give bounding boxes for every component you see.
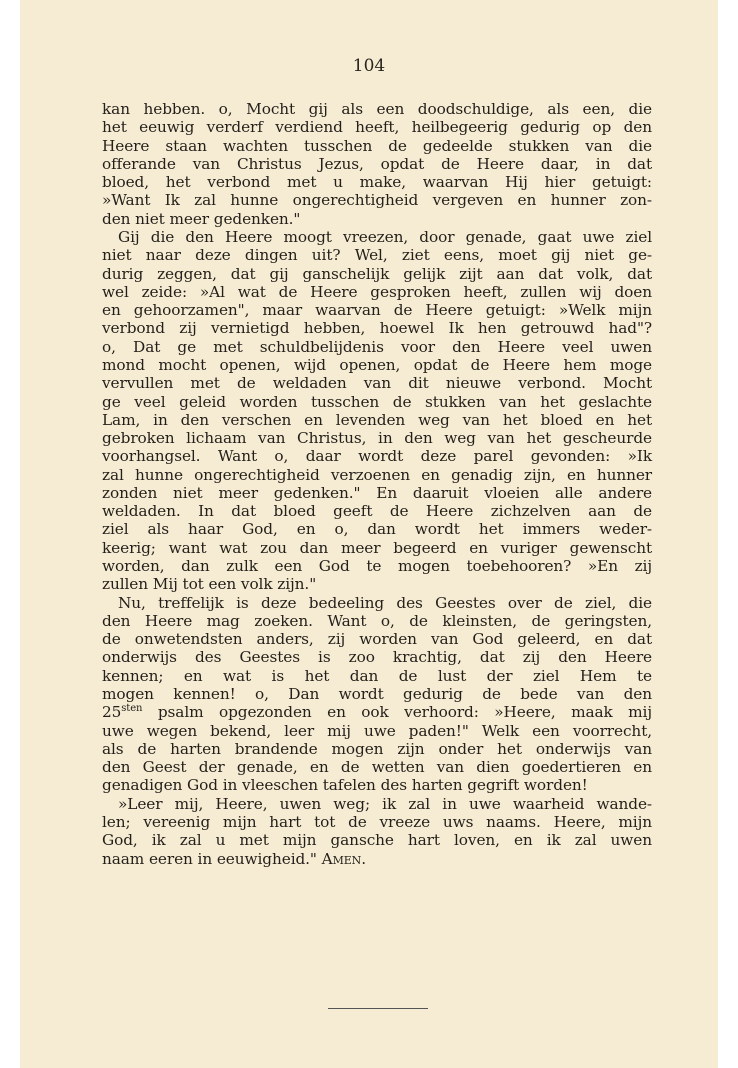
text-line: de onwetendsten anders, zij worden van God geleerd, en dat [102, 630, 652, 649]
text-line: o, Dat ge met schuldbelijdenis voor den Heere veel uwen [102, 337, 652, 356]
text-line: Heere staan wachten tusschen de gedeelde stukken van die [102, 136, 652, 155]
text-line: den Geest der genade, en de wetten van dien goedertieren en [102, 758, 652, 777]
text-line: God, ik zal u met mijn gansche hart loven, en ik zal uwen [102, 831, 652, 850]
text-line: weldaden. In dat bloed geeft de Heere zichzelven aan de [102, 502, 652, 521]
text-line: kan hebben. o, Mocht gij als een doodschuldige, als een, die [102, 100, 652, 118]
book-page [20, 0, 718, 1068]
text-line: kennen; en wat is het dan de lust der ziel Hem te [102, 666, 652, 685]
text-line: onderwijs des Geestes is zoo krachtig, dat zij den Heere [102, 648, 652, 667]
text-line: voorhangsel. Want o, daar wordt deze parel gevonden: »Ik [102, 447, 652, 466]
text-line: bloed, het verbond met u make, waarvan Hij hier getuigt: [102, 173, 652, 192]
text-line: »Want Ik zal hunne ongerechtigheid vergeven en hunner zon- [102, 191, 652, 210]
text-line: len; vereenig mijn hart tot de vreeze uws naams. Heere, mijn [102, 812, 652, 831]
text-line: het eeuwig verderf verdiend heeft, heilbegeerig gedurig op den [102, 118, 652, 137]
text-line: en gehoorzamen", maar waarvan de Heere getuigt: »Welk mijn [102, 301, 652, 320]
text-line: als de harten brandende mogen zijn onder het onderwijs van [102, 739, 652, 758]
last-line [102, 850, 652, 868]
text-line: zonden niet meer gedenken." En daaruit vloeien alle andere [102, 483, 652, 502]
text-line: den Heere mag zoeken. Want o, de kleinsten, de geringsten, [102, 611, 652, 630]
text-line: zal hunne ongerechtigheid verzoenen en genadig zijn, en hunner [102, 465, 652, 484]
psalm-number: 25 [102, 703, 122, 722]
text-line: wel zeide: »Al wat de Heere gesproken heeft, zullen wij doen [102, 282, 652, 301]
text-line: ziel als haar God, en o, dan wordt het immers weder- [102, 520, 652, 539]
closing-rule [328, 1008, 428, 1009]
text-line: mogen kennen! o, Dan wordt gedurig de bede van den [102, 685, 652, 703]
amen: Amen. [321, 849, 366, 868]
text-line: genadigen God in vleeschen tafelen des harten gegrift worden! [102, 776, 588, 795]
text-line: Gij die den Heere moogt vreezen, door genade, gaat uwe ziel [118, 227, 652, 246]
text-line: den niet meer gedenken." [102, 209, 301, 228]
text-line: zullen Mij tot een volk zijn." [102, 575, 317, 594]
psalm-suffix: sten [121, 703, 143, 715]
psalm-line [102, 703, 652, 721]
text-line: »Leer mij, Heere, uwen weg; ik zal in uwe waarheid wande- [118, 794, 652, 813]
body-text [102, 100, 652, 868]
text-line: uwe wegen bekend, leer mij uwe paden!" Welk een voorrecht, [102, 721, 652, 740]
text-line: mond mocht openen, wijd openen, opdat de Heere hem moge [102, 355, 652, 374]
text-line: ge veel geleid worden tusschen de stukken van het geslachte [102, 392, 652, 411]
text-line: verbond zij vernietigd hebben, hoewel Ik hen getrouwd had"? [102, 319, 652, 338]
text-line: Nu, treffelijk is deze bedeeling des Geestes over de ziel, die [118, 593, 652, 612]
text-line: offerande van Christus Jezus, opdat de Heere daar, in dat [102, 154, 652, 173]
text-line: gebroken lichaam van Christus, in den weg van het gescheurde [102, 429, 652, 448]
text-line: keerig; want wat zou dan meer begeerd en vuriger gewenscht [102, 538, 652, 557]
last-line-text: naam eeren in eeuwigheid." [102, 849, 317, 868]
text-line: durig zeggen, dat gij ganschelijk gelijk zijt aan dat volk, dat [102, 264, 652, 283]
text-line: vervullen met de weldaden van dit nieuwe verbond. Mocht [102, 374, 652, 393]
page-number: 104 [352, 56, 386, 76]
text-line: worden, dan zulk een God te mogen toebehooren? »En zij [102, 557, 652, 576]
text-line: Lam, in den verschen en levenden weg van het bloed en het [102, 410, 652, 429]
text-line: niet naar deze dingen uit? Wel, ziet eens, moet gij niet ge- [102, 246, 652, 265]
psalm-line-text: psalm opgezonden en ook verhoord: »Heere, maak mij [157, 703, 652, 722]
